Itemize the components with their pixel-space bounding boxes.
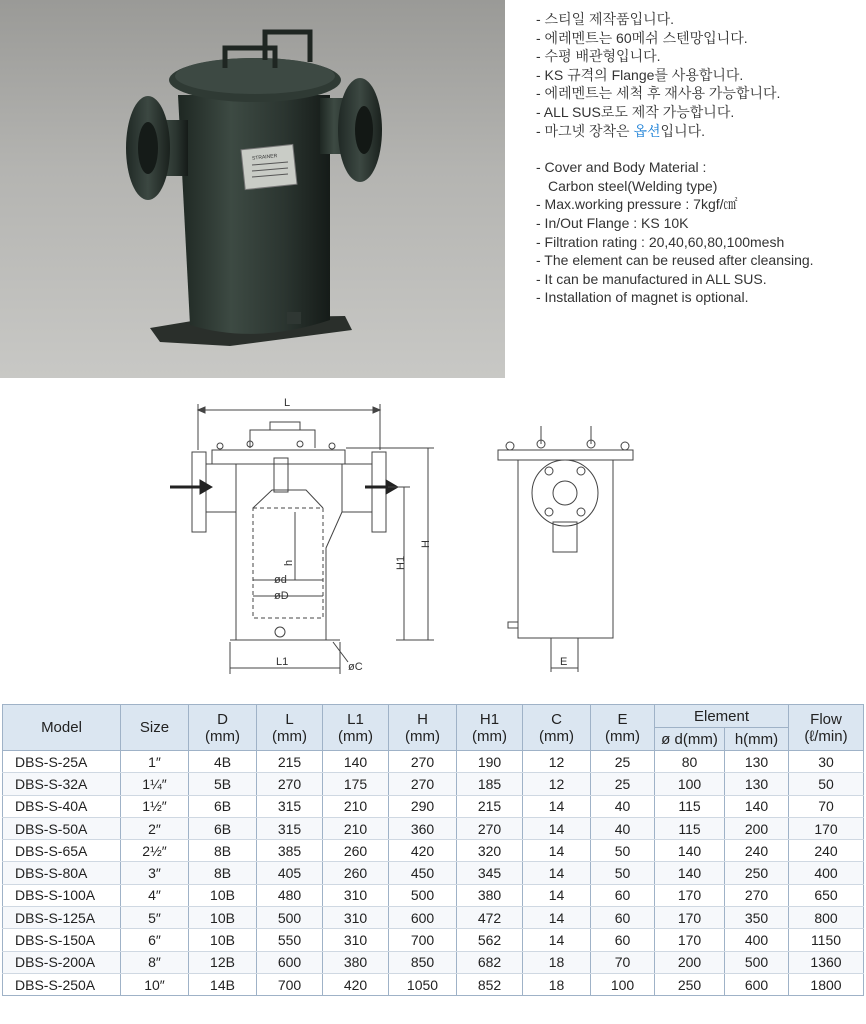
table-cell: 8″: [121, 951, 189, 973]
header-model: Model: [3, 705, 121, 751]
table-cell: 14: [523, 907, 591, 929]
table-row: [3, 973, 864, 995]
table-cell: 18: [523, 973, 591, 995]
table-cell: 350: [725, 907, 789, 929]
table-cell: 130: [725, 751, 789, 773]
table-cell: 115: [655, 795, 725, 817]
label-H1: H1: [395, 555, 407, 570]
body: [178, 95, 330, 334]
header-L1: L1 (mm): [323, 705, 389, 751]
table-cell: 270: [257, 773, 323, 795]
table-cell: 50: [591, 862, 655, 884]
model-cell: DBS-S-250A: [3, 973, 121, 995]
model-cell: DBS-S-150A: [3, 929, 121, 951]
header-C: C (mm): [523, 705, 591, 751]
table-cell: 800: [789, 907, 864, 929]
table-row: [3, 751, 864, 773]
table-cell: 320: [457, 840, 523, 862]
table-cell: 25: [591, 773, 655, 795]
english-feature-item: - It can be manufactured in ALL SUS.: [536, 270, 767, 287]
table-cell: 14: [523, 840, 591, 862]
table-cell: 1½″: [121, 795, 189, 817]
label-d: ød: [274, 574, 287, 586]
table-cell: 14B: [189, 973, 257, 995]
table-cell: 14: [523, 862, 591, 884]
table-row: [3, 817, 864, 839]
table-cell: 80: [655, 751, 725, 773]
table-cell: 170: [789, 817, 864, 839]
table-cell: 70: [789, 795, 864, 817]
header-E: E (mm): [591, 705, 655, 751]
table-cell: 10″: [121, 973, 189, 995]
specification-table: [2, 704, 864, 996]
model-cell: DBS-S-200A: [3, 951, 121, 973]
header-H: H (mm): [389, 705, 457, 751]
table-cell: 50: [789, 773, 864, 795]
table-cell: 12: [523, 773, 591, 795]
table-cell: 6B: [189, 795, 257, 817]
table-cell: 270: [725, 884, 789, 906]
table-row: [3, 951, 864, 973]
table-cell: 550: [257, 929, 323, 951]
table-cell: 270: [389, 751, 457, 773]
table-cell: 140: [725, 795, 789, 817]
header-element-h: h(mm): [725, 728, 789, 751]
table-cell: 60: [591, 907, 655, 929]
header-L: L (mm): [257, 705, 323, 751]
header-element-d: ø d(mm): [655, 728, 725, 751]
table-cell: 190: [457, 751, 523, 773]
table-header-row: [3, 705, 864, 728]
table-cell: 14: [523, 817, 591, 839]
nameplate-text: STRAINER: [251, 153, 278, 162]
model-cell: DBS-S-65A: [3, 840, 121, 862]
table-cell: 500: [389, 884, 457, 906]
table-cell: 200: [725, 817, 789, 839]
model-cell: DBS-S-32A: [3, 773, 121, 795]
table-row: [3, 862, 864, 884]
table-cell: 50: [591, 840, 655, 862]
table-cell: 130: [725, 773, 789, 795]
table-cell: 315: [257, 795, 323, 817]
table-cell: 600: [389, 907, 457, 929]
english-feature-item: - Max.working pressure : 7kgf/㎠: [536, 196, 738, 213]
table-cell: 60: [591, 929, 655, 951]
table-cell: 1″: [121, 751, 189, 773]
table-cell: 30: [789, 751, 864, 773]
table-cell: 215: [257, 751, 323, 773]
table-cell: 175: [323, 773, 389, 795]
table-cell: 215: [457, 795, 523, 817]
table-cell: 4B: [189, 751, 257, 773]
table-cell: 1800: [789, 973, 864, 995]
table-cell: 260: [323, 840, 389, 862]
table-cell: 10B: [189, 884, 257, 906]
label-E: E: [560, 656, 568, 668]
drain-plug: [287, 312, 301, 324]
label-D: øD: [274, 590, 289, 602]
table-cell: 400: [725, 929, 789, 951]
table-cell: 70: [591, 951, 655, 973]
table-cell: 115: [655, 817, 725, 839]
table-cell: 12B: [189, 951, 257, 973]
table-cell: 420: [323, 973, 389, 995]
korean-feature-item: - 에레멘트는 세척 후 재사용 가능합니다.: [536, 85, 781, 102]
magnet-suffix: 입니다.: [660, 122, 706, 139]
table-cell: 700: [389, 929, 457, 951]
table-cell: 5B: [189, 773, 257, 795]
model-cell: DBS-S-40A: [3, 795, 121, 817]
front-view: [170, 397, 434, 674]
table-cell: 2″: [121, 817, 189, 839]
english-feature-list: [536, 158, 866, 307]
table-cell: 500: [257, 907, 323, 929]
table-cell: 12: [523, 751, 591, 773]
table-cell: 310: [323, 884, 389, 906]
table-cell: 852: [457, 973, 523, 995]
table-cell: 270: [457, 817, 523, 839]
table-cell: 380: [323, 951, 389, 973]
table-cell: 25: [591, 751, 655, 773]
table-cell: 290: [389, 795, 457, 817]
table-cell: 170: [655, 929, 725, 951]
side-view: [498, 426, 633, 672]
english-feature-item: - In/Out Flange : KS 10K: [536, 214, 689, 231]
model-cell: DBS-S-25A: [3, 751, 121, 773]
dimension-drawing: [0, 390, 866, 680]
table-cell: 14: [523, 929, 591, 951]
header-D: D (mm): [189, 705, 257, 751]
table-cell: 100: [655, 773, 725, 795]
table-body: [3, 751, 864, 996]
table-cell: 210: [323, 817, 389, 839]
table-cell: 6″: [121, 929, 189, 951]
header-size: Size: [121, 705, 189, 751]
table-cell: 472: [457, 907, 523, 929]
table-cell: 682: [457, 951, 523, 973]
table-cell: 1150: [789, 929, 864, 951]
table-row: [3, 840, 864, 862]
technical-drawing: [0, 390, 866, 680]
table-cell: 250: [725, 862, 789, 884]
table-cell: 1¼″: [121, 773, 189, 795]
table-cell: 700: [257, 973, 323, 995]
table-cell: 600: [257, 951, 323, 973]
table-cell: 250: [655, 973, 725, 995]
option-highlight: 옵션: [633, 122, 661, 139]
table-row: [3, 773, 864, 795]
table-cell: 100: [591, 973, 655, 995]
english-feature-item: - The element can be reused after cleansing.: [536, 252, 814, 269]
korean-feature-item: - KS 규격의 Flange를 사용합니다.: [536, 66, 744, 83]
korean-feature-list: [536, 10, 866, 140]
feature-list: [536, 10, 866, 307]
table-cell: 5″: [121, 907, 189, 929]
table-cell: 1050: [389, 973, 457, 995]
table-cell: 315: [257, 817, 323, 839]
korean-feature-item: - ALL SUS로도 제작 가능합니다.: [536, 103, 735, 120]
table-cell: 345: [457, 862, 523, 884]
table-cell: 400: [789, 862, 864, 884]
label-L1: L1: [276, 656, 289, 668]
korean-feature-item: - 수평 배관형입니다.: [536, 48, 661, 65]
table-cell: 140: [655, 862, 725, 884]
table-cell: 2½″: [121, 840, 189, 862]
table-cell: 3″: [121, 862, 189, 884]
table-cell: 380: [457, 884, 523, 906]
table-cell: 185: [457, 773, 523, 795]
table-cell: 140: [655, 840, 725, 862]
model-cell: DBS-S-100A: [3, 884, 121, 906]
table-cell: 450: [389, 862, 457, 884]
table-cell: 500: [725, 951, 789, 973]
table-row: [3, 929, 864, 951]
material-label: - Cover and Body Material :: [536, 159, 707, 176]
table-cell: 10B: [189, 929, 257, 951]
table-cell: 850: [389, 951, 457, 973]
label-H: H: [420, 540, 432, 548]
table-cell: 385: [257, 840, 323, 862]
table-cell: 1360: [789, 951, 864, 973]
nameplate: [241, 144, 297, 189]
table-cell: 650: [789, 884, 864, 906]
table-cell: 480: [257, 884, 323, 906]
table-cell: 240: [789, 840, 864, 862]
table-cell: 240: [725, 840, 789, 862]
table-cell: 200: [655, 951, 725, 973]
english-feature-item: - Filtration rating : 20,40,60,80,100mesh: [536, 233, 785, 250]
table-cell: 18: [523, 951, 591, 973]
table-row: [3, 795, 864, 817]
table-cell: 140: [323, 751, 389, 773]
table-cell: 60: [591, 884, 655, 906]
table-cell: 10B: [189, 907, 257, 929]
table-cell: 270: [389, 773, 457, 795]
label-h: h: [283, 559, 295, 566]
product-photo: [0, 0, 505, 378]
table-cell: 14: [523, 884, 591, 906]
table-cell: 40: [591, 795, 655, 817]
table-cell: 4″: [121, 884, 189, 906]
table-row: [3, 884, 864, 906]
table-cell: 420: [389, 840, 457, 862]
label-C: øC: [348, 661, 363, 673]
strainer-photo-illustration: [0, 0, 505, 378]
table-cell: 170: [655, 884, 725, 906]
table-cell: 310: [323, 929, 389, 951]
table-cell: 6B: [189, 817, 257, 839]
table-cell: 8B: [189, 840, 257, 862]
header-element: Element: [655, 705, 789, 728]
magnet-prefix: - 마그넷 장착은: [536, 122, 634, 139]
model-cell: DBS-S-125A: [3, 907, 121, 929]
table-cell: 210: [323, 795, 389, 817]
model-cell: DBS-S-50A: [3, 817, 121, 839]
table-cell: 310: [323, 907, 389, 929]
table-row: [3, 907, 864, 929]
table-cell: 562: [457, 929, 523, 951]
label-L: L: [284, 397, 291, 409]
table-cell: 600: [725, 973, 789, 995]
table-cell: 170: [655, 907, 725, 929]
header-H1: H1 (mm): [457, 705, 523, 751]
header-flow: Flow (ℓ/min): [789, 705, 864, 751]
model-cell: DBS-S-80A: [3, 862, 121, 884]
table-cell: 360: [389, 817, 457, 839]
table-cell: 8B: [189, 862, 257, 884]
material-value: Carbon steel(Welding type): [548, 177, 718, 194]
table-cell: 40: [591, 817, 655, 839]
korean-feature-item: - 스티일 제작품입니다.: [536, 11, 675, 27]
table-cell: 14: [523, 795, 591, 817]
table-cell: 260: [323, 862, 389, 884]
table-cell: 405: [257, 862, 323, 884]
magnet-option-item: [536, 122, 866, 141]
english-feature-item: - Installation of magnet is optional.: [536, 289, 749, 306]
korean-feature-item: - 에레멘트는 60메쉬 스텐망입니다.: [536, 29, 748, 46]
